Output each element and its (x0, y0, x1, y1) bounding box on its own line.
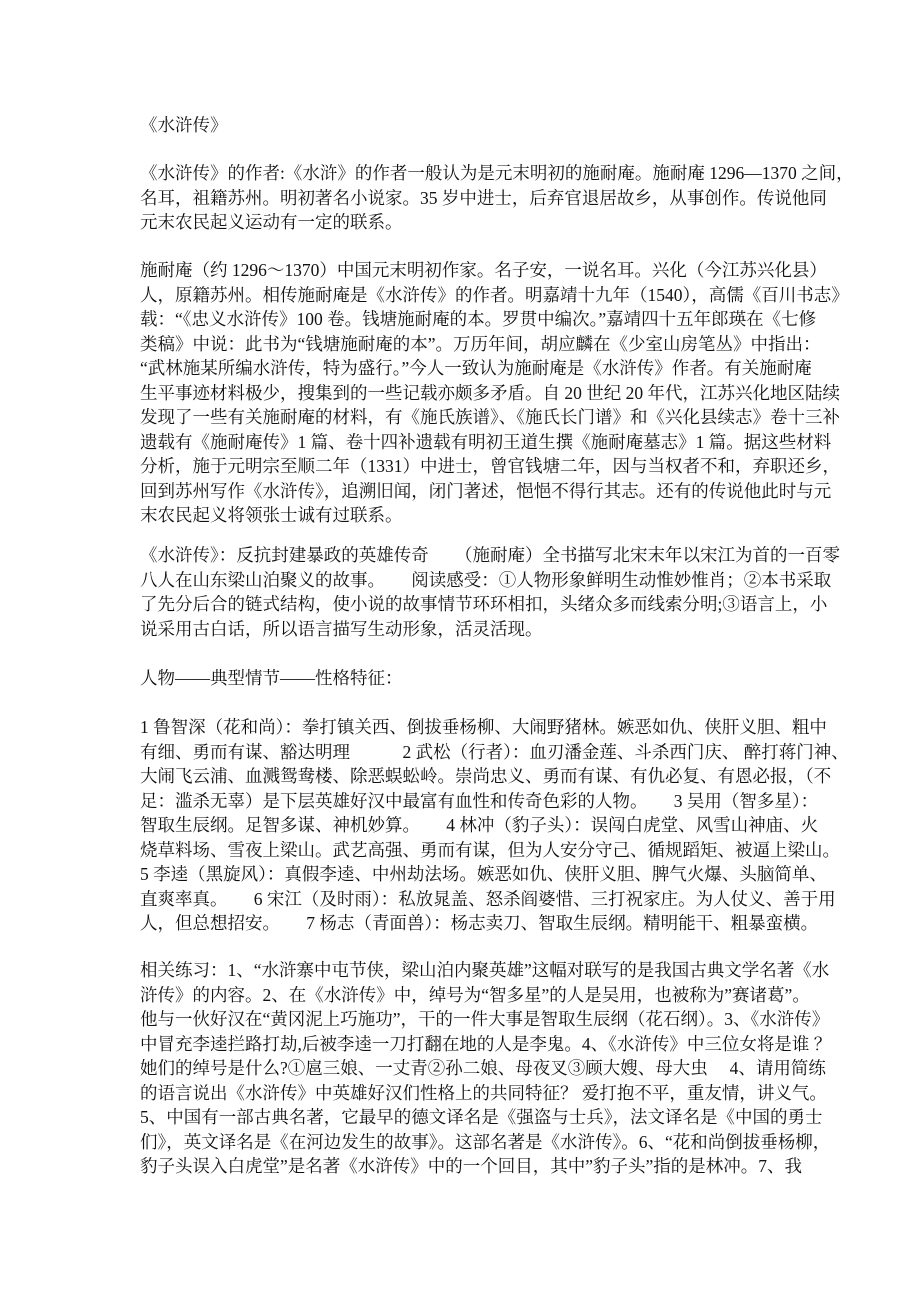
text-line: 八人在山东梁山泊聚义的故事。 阅读感受：①人物形象鲜明生动惟妙惟肖；②本书采取 (140, 569, 832, 590)
text-line: 中冒充李逵拦路打劫,后被李逵一刀打翻在地的人是李鬼。4、《水浒传》中三位女将是谁 ？ (140, 1033, 832, 1054)
text-line: 末农民起义将领张士诚有过联系。 (140, 505, 403, 525)
text-line: 直爽率真。 6 宋江（及时雨）：私放晁盖、怒杀阎婆惜、三打祝家庄。为人仗义、善于用 (140, 888, 836, 909)
text-line: 他与一伙好汉在“黄冈泥上巧施功”，干的一件大事是智取生辰纲（花石纲）。3、《水浒传》 (140, 1009, 830, 1029)
text-line: 《水浒传》的作者:《水浒》的作者一般认为是元末明初的施耐庵。施耐庵 1296—1370 之间， (140, 163, 854, 183)
text-line: 生平事迹材料极少，搜集到的一些记载亦颇多矛盾。自 20 世纪 20 年代，江苏兴化地区陆续 (140, 382, 840, 403)
text-line: 发现了一些有关施耐庵的材料，有《施氏族谱》、《施氏长门谱》和《兴化县续志》卷十三补 (140, 407, 840, 427)
text-line: 遗载有《施耐庵传》1 篇、卷十四补遗载有明初王道生撰《施耐庵墓志》1 篇。据这些材料 (140, 431, 832, 452)
text-line: 《水浒传》：反抗封建暴政的英雄传奇 （施耐庵）全书描写北宋末年以宋江为首的一百零 (140, 545, 840, 565)
text-line: 类稿》中说：此书为“钱塘施耐庵的本”。万历年间，胡应麟在《少室山房笔丛》中指出： (140, 333, 821, 354)
text-line: 元末农民起义运动有一定的联系。 (140, 212, 403, 232)
text-line: 了先分后合的链式结构，使小说的故事情节环环相扣，头绪众多而线索分明;③语言上，小 (140, 594, 828, 614)
exercises-paragraph (140, 958, 832, 1179)
text-line: 们》，英文译名是《在河边发生的故事》。这部名著是《水浒传》。6、“花和尚倒拔垂杨柳， (140, 1131, 831, 1152)
summary-paragraph (140, 543, 840, 641)
text-line: 分析，施于元明宗至顺二年（1331）中进士，曾官钱塘二年，因与当权者不和，弃职还乡， (140, 456, 840, 476)
text-line: 回到苏州写作《水浒传》，追溯旧闻，闭门著述，悒悒不得行其志。还有的传说他此时与元 (140, 480, 832, 501)
text-line: 豹子头误入白虎堂”是名著《水浒传》中的一个回目，其中”豹子头”指的是林冲。7、我 (140, 1156, 803, 1176)
text-line: 有细、勇而有谋、豁达明理 2 武松（行者）：血刃潘金莲、斗杀西门庆、 醉打蒋门神、 (140, 741, 849, 762)
text-line: 智取生辰纲。足智多谋、神机妙算。 4 林冲（豹子头）：误闯白虎堂、风雪山神庙、火 (140, 815, 819, 835)
text-line: 大闹飞云浦、血溅鸳鸯楼、除恶蜈蚣岭。崇尚忠义、勇而有谋、有仇必复、有恩必报，（不 (140, 766, 832, 786)
characters-heading (140, 666, 792, 691)
text-line: 的语言说出《水浒传》中英雄好汉们性格上的共同特征？ 爱打抱不平，重友情，讲义气。 (140, 1082, 827, 1103)
text-line: 载：“《忠义水浒传》100 卷。钱塘施耐庵的本。罗贯中编次。”嘉靖四十五年郎瑛在《七修 (140, 309, 817, 329)
text-line: 烧草料场、雪夜上梁山。武艺高强、勇而有谋，但为人安分守己、循规蹈矩、被逼上梁山。 (140, 839, 840, 860)
text-line: 5、中国有一部古典名著，它最早的德文译名是《强盗与士兵》，法文译名是《中国的勇士 (140, 1107, 823, 1127)
text-line: “武林施某所编水浒传，特为盛行。”今人一致认为施耐庵是《水浒传》作者。有关施耐庵 (140, 358, 812, 378)
text-line: 1 鲁智深（花和尚）：拳打镇关西、倒拔垂杨柳、大闹野猪林。嫉恶如仇、侠肝义胆、粗中 (140, 717, 827, 737)
text-line: 说采用古白话，所以语言描写生动形象，活灵活现。 (140, 618, 543, 639)
text-line: 人物——典型情节——性格特征： (140, 668, 403, 688)
text-line: 相关练习：1、“水浒寨中屯节侠，梁山泊内聚英雄”这幅对联写的是我国古典文学名著《水 (140, 960, 830, 980)
title-text: 《水浒传》 (140, 115, 228, 135)
text-line: 浒传》的内容。2、在《水浒传》中，绰号为“智多星”的人是吴用，也被称为”赛诸葛”。 (140, 984, 810, 1005)
author-intro-paragraph (140, 161, 854, 235)
text-line: 施耐庵（约 1296～1370）中国元末明初作家。名子安，一说名耳。兴化（今江苏兴化县） (140, 260, 827, 280)
author-bio-paragraph (140, 258, 849, 528)
text-line: 名耳，祖籍苏州。明初著名小说家。35 岁中进士，后弃官退居故乡，从事创作。传说他同 (140, 187, 827, 208)
text-line: 足：滥杀无辜）是下层英雄好汉中最富有血性和传奇色彩的人物。 3 吴用（智多星）： (140, 790, 819, 811)
text-line: 人，但总想招安。 7 杨志（青面兽）：杨志卖刀、智取生辰纲。精明能干、粗暴蛮横。 (140, 913, 819, 933)
characters-paragraph (140, 715, 849, 936)
text-line: 她们的绰号是什么?①扈三娘、一丈青②孙二娘、母夜叉③顾大嫂、母大虫 4、请用简练 (140, 1058, 826, 1078)
document-title (140, 113, 792, 138)
text-line: 人，原籍苏州。相传施耐庵是《水浒传》的作者。明嘉靖十九年（1540），高儒《百川书志》 (140, 284, 849, 305)
text-line: 5 李逵（黑旋风）：真假李逵、中州劫法场。嫉恶如仇、侠肝义胆、脾气火爆、头脑简单、 (140, 864, 827, 884)
